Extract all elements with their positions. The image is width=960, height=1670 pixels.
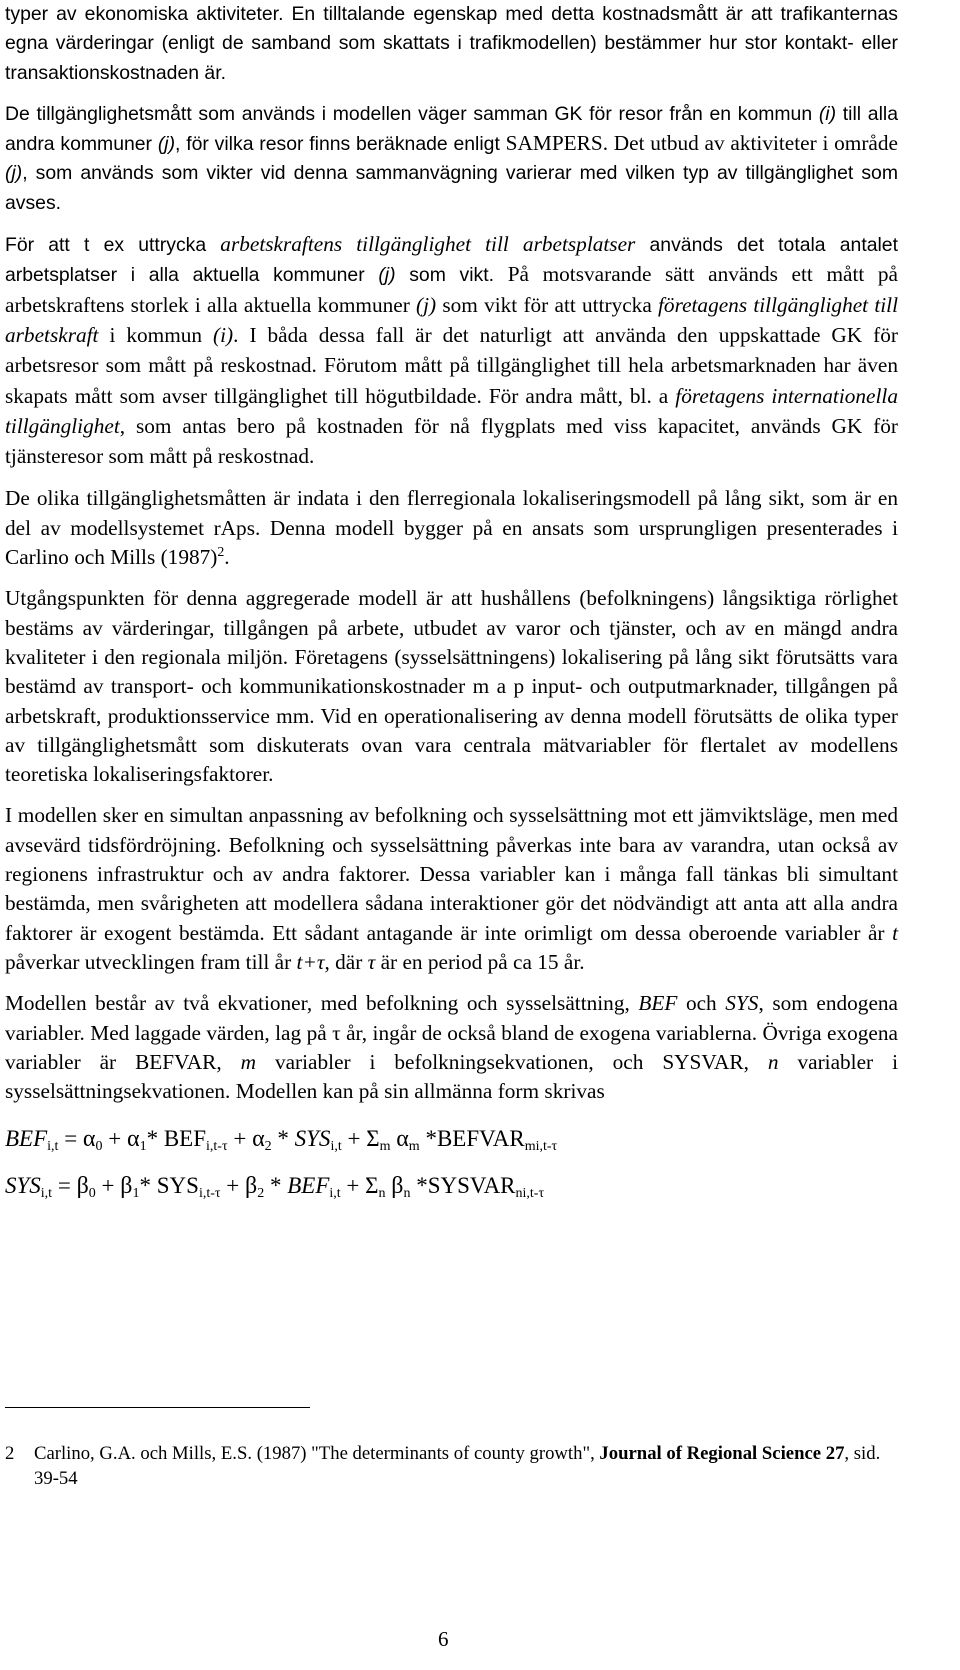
document-page xyxy=(5,0,898,1201)
text-run: , som endogena variabler. Med laggade värden, lag på τ år, ingår de också bland de exogena variablerna. Övriga exogena variabler är BEFVAR, xyxy=(5,991,898,1074)
page-number: 6 xyxy=(438,1627,449,1651)
greek-symbol: β xyxy=(391,1173,404,1200)
text-run: t xyxy=(892,920,898,945)
paragraph xyxy=(5,484,898,572)
text-run: BEF xyxy=(287,1173,330,1199)
text-run: ni,t-τ xyxy=(515,1186,545,1202)
text-run: i,t-τ xyxy=(198,1186,221,1202)
text-run: + xyxy=(102,1126,127,1152)
paragraph xyxy=(5,989,898,1106)
text-run: (i) xyxy=(818,102,837,125)
text-run: SAMPERS. Det utbud av aktiviteter i område xyxy=(505,131,898,156)
paragraph xyxy=(5,100,898,218)
text-run: På motsvarande sätt används ett mått på arbetskraftens storlek i alla aktuella kommuner xyxy=(5,262,898,317)
text-run: , där xyxy=(324,949,368,974)
text-run: + xyxy=(220,1173,245,1199)
text-run: + xyxy=(227,1126,253,1152)
text-run: företagens internationella tillgänglighet xyxy=(5,383,898,438)
greek-symbol: β xyxy=(245,1173,258,1200)
text-run: i,t xyxy=(329,1186,341,1202)
text-run: + Σ xyxy=(340,1173,379,1199)
text-run: t+τ xyxy=(296,949,325,974)
greek-symbol: α xyxy=(82,1126,96,1153)
text-run: 0 xyxy=(95,1139,103,1155)
text-run: variabler i befolkningsekvationen, och SYSVAR, xyxy=(256,1049,768,1074)
text-run: (j) xyxy=(157,133,176,156)
text-run: *SYSVAR xyxy=(410,1173,516,1199)
text-run: (j) xyxy=(378,264,396,287)
text-run: används det totala antalet arbetsplatser i alla aktuella kommuner xyxy=(5,234,898,287)
text-run: 2 xyxy=(257,1186,265,1202)
greek-symbol: α xyxy=(126,1126,140,1153)
text-run: m xyxy=(379,1139,391,1155)
text-run: arbetskraftens tillgänglighet till arbetsplatser xyxy=(220,232,636,257)
equation-bef xyxy=(5,1124,898,1154)
text-run: , som antas bero på kostnaden för nå flygplats med viss kapacitet, används GK för tjänsteresor som mått på reskostnad. xyxy=(5,413,898,469)
text-run: i kommun xyxy=(98,322,214,347)
text-run: som vikt. xyxy=(395,264,508,287)
text-run: n xyxy=(403,1186,411,1202)
text-run: påverkar utvecklingen fram till år xyxy=(5,949,297,974)
text-run: , sid. 39-54 xyxy=(34,1443,881,1489)
body-text xyxy=(5,0,898,1106)
text-run: i,t-τ xyxy=(206,1139,228,1155)
text-run: n xyxy=(378,1186,386,1202)
text-run: I modellen sker en simultan anpassning av befolkning och sysselsättning mot ett jämviktsläge, men med avsevärd tidsfördröjning. Befolkning och sysselsättning påverkas inte bara av varandra, utan också av regionens infrastruktur och av andra faktorer. Dessa variabler kan i många fall tänkas bli simultant bestämda, men svårigheten att modellera sådana interaktioner gör det nödvändigt att anta att alla andra faktorer är exogent bestämda. Ett sådant antagande är inte orimligt om dessa oberoende variabler år xyxy=(5,803,898,945)
text-run: * xyxy=(271,1126,295,1152)
text-run: τ xyxy=(367,949,376,974)
greek-symbol: α xyxy=(252,1126,265,1153)
paragraph xyxy=(5,0,898,88)
text-run: + Σ xyxy=(341,1126,380,1152)
text-run: 1 xyxy=(132,1186,140,1202)
text-run: = xyxy=(52,1173,77,1199)
text-run: = xyxy=(58,1126,83,1152)
model-equations xyxy=(5,1124,898,1201)
text-run: 2 xyxy=(217,543,225,559)
text-run: De olika tillgänglighetsmåtten är indata i den flerregionala lokaliseringsmodell på lång sikt, som är en del av modellsystemet rAps. Denna modell bygger på en ansats som ursprungligen presenterades i Carlino och Mills (1987) xyxy=(5,486,898,570)
paragraph xyxy=(5,230,898,472)
text-run: BEF xyxy=(5,1126,48,1152)
text-run: n xyxy=(767,1049,779,1074)
text-run: SYS xyxy=(294,1126,331,1152)
text-run: * SYS xyxy=(139,1173,199,1199)
text-run: *BEFVAR xyxy=(419,1126,525,1152)
text-run: typer av ekonomiska aktiviteter. En tilltalande egenskap med detta kostnadsmått är att trafikanternas egna värderingar (enligt de samband som skattats i trafikmodellen) bestämmer hur stor kontakt- eller transaktionskostnaden är. xyxy=(5,3,898,84)
footnote-number: 2 xyxy=(5,1443,15,1464)
text-run: m xyxy=(240,1049,257,1074)
text-run: Carlino, G.A. och Mills, E.S. (1987) "The determinants of county growth", xyxy=(34,1443,600,1464)
text-run: till alla andra kommuner xyxy=(5,102,898,156)
text-run: m xyxy=(408,1139,420,1155)
text-run: Utgångspunkten för denna aggregerade modell är att hushållens (befolkningens) långsiktiga rörlighet bestäms av värderingar, tillgången på arbete, utbudet av varor och tjänster, och av en mängd andra kvaliteter i den regionala miljön. Företagens (sysselsättningens) lokalisering på lång sikt förutsätts vara bestämd av transport- och kommunikationskostnader m a p input- och outputmarknader, tillgången på arbetskraft, produktionsservice mm. Vid en operationalisering av denna modell förutsätts de olika typer av tillgänglighetsmått som diskuterats ovan vara centrala mätvariabler för flertalet av modellens teoretiska lokaliseringsfaktorer. xyxy=(5,586,898,787)
text-run: som vikt för att uttrycka xyxy=(436,292,658,317)
text-run: Journal of Regional Science 27 xyxy=(599,1443,845,1464)
text-run: * BEF xyxy=(146,1126,206,1152)
text-run: * xyxy=(264,1173,288,1199)
equation-sys xyxy=(5,1171,898,1201)
paragraph xyxy=(5,801,898,977)
greek-symbol: β xyxy=(120,1173,133,1200)
text-run: i,t xyxy=(47,1139,59,1155)
text-run: (i) xyxy=(213,322,234,347)
text-run: i,t xyxy=(330,1139,342,1155)
footnote xyxy=(5,1441,898,1491)
paragraph xyxy=(5,584,898,789)
text-run: Modellen består av två ekvationer, med befolkning och sysselsättning, xyxy=(5,991,639,1016)
text-run: För att t ex uttrycka xyxy=(5,234,221,257)
text-run: företagens tillgänglighet till arbetskraft xyxy=(5,292,898,347)
text-run: 0 xyxy=(88,1186,96,1202)
text-run: och xyxy=(677,991,726,1016)
text-run: SYS xyxy=(725,991,759,1016)
footnote-text xyxy=(34,1441,898,1491)
text-run: BEF xyxy=(638,991,678,1016)
text-run: mi,t-τ xyxy=(524,1139,558,1155)
text-run: + xyxy=(95,1173,121,1199)
text-run: , som används som vikter vid denna sammanvägning varierar med vilken typ av tillgänglighet som avses. xyxy=(5,162,898,214)
text-run: 2 xyxy=(264,1139,272,1155)
text-run: (j) xyxy=(416,292,437,317)
text-run: i,t xyxy=(40,1186,53,1202)
footnote-separator xyxy=(5,1407,310,1408)
text-run: . xyxy=(224,545,230,570)
text-run: De tillgänglighetsmått som används i modellen väger samman GK för resor från en kommun xyxy=(5,102,819,125)
greek-symbol: α xyxy=(396,1126,409,1153)
text-run: (j) xyxy=(5,162,23,185)
text-run: SYS xyxy=(5,1173,41,1199)
greek-symbol: β xyxy=(76,1173,89,1200)
text-run: är en period på ca 15 år. xyxy=(375,949,585,974)
text-run: , för vilka resor finns beräknade enligt xyxy=(175,133,506,156)
text-run: variabler i sysselsättningsekvationen. Modellen kan på sin allmänna form skrivas xyxy=(5,1049,898,1104)
text-run: 1 xyxy=(139,1139,147,1155)
text-run: . I båda dessa fall är det naturligt att använda den uppskattade GK för arbetsresor som mått på reskostnad. Förutom mått på tillgänglighet till hela arbetsmarknaden har även skapats mått som avser tillgänglighet till högutbildade. För andra mått, bl. a xyxy=(5,322,898,408)
